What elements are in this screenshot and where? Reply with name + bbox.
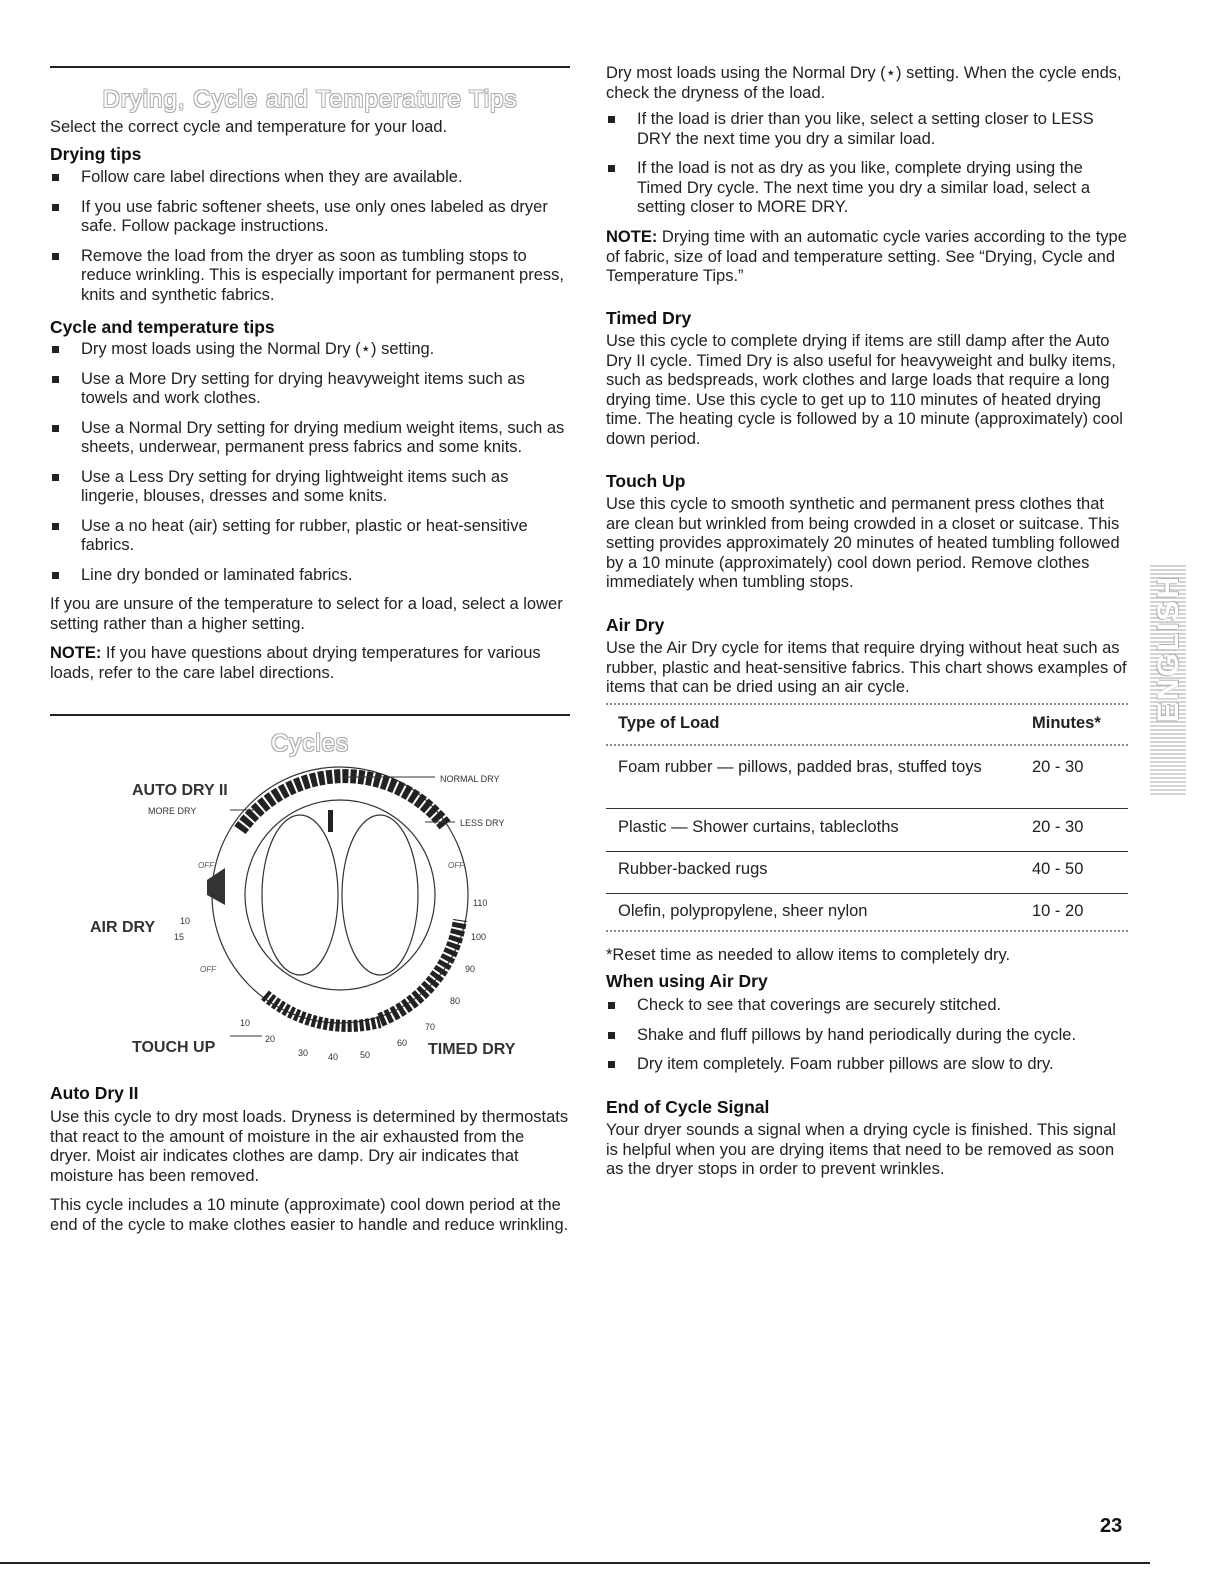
intro-text: Select the correct cycle and temperature for your load. (50, 118, 448, 136)
bottom-rule (0, 1562, 1150, 1564)
col-type-header: Type of Load (618, 714, 720, 732)
dryer-dial-diagram (50, 760, 570, 1070)
list-item: Shake and fluff pillows by hand periodically during the cycle. (606, 1026, 1128, 1046)
touch-up-text: Use this cycle to smooth synthetic and permanent press clothes that are clean but wrinkled from being crowded in a closet or suitcase. This setting provides approximately 20 minutes of heated tumbling followed by a 10 minute (approximately) cool down period. Remove clothes immediately when tumbling stops. (606, 495, 1120, 591)
table-footnote: *Reset time as needed to allow items to completely dry. (606, 946, 1011, 964)
list-item: If the load is not as dry as you like, complete drying using the Timed Dry cycle. The next time you dry a similar load, select a setting closer to MORE DRY. (606, 159, 1128, 218)
dryness-list (606, 110, 1128, 218)
timed-dry-heading: Timed Dry (606, 308, 692, 328)
row-divider (606, 808, 1128, 809)
cycle-tips-list (50, 340, 570, 683)
page-number: 23 (1100, 1515, 1123, 1537)
list-item: Dry most loads using the Normal Dry (⋆) setting. (50, 340, 570, 360)
load-type-cell: Plastic — Shower curtains, tablecloths (618, 818, 899, 836)
table-header-border (606, 744, 1128, 746)
list-item: Use a no heat (air) setting for rubber, plastic or heat-sensitive fabrics. (50, 517, 570, 556)
drying-tips-heading: Drying tips (50, 144, 142, 164)
right-intro: Dry most loads using the Normal Dry (⋆) setting. When the cycle ends, check the dryness of the load. (606, 64, 1122, 102)
timed-80-label: 80 (450, 996, 461, 1006)
table-bottom-border (606, 930, 1128, 932)
off-label: OFF (448, 861, 464, 870)
list-item: If the load is drier than you like, select a setting closer to LESS DRY the next time you dry a similar load. (606, 110, 1128, 149)
timed-dry-label: TIMED DRY (428, 1041, 516, 1058)
timed-90-label: 90 (465, 964, 476, 974)
mid-rule-left (50, 714, 570, 716)
note-label: NOTE: (606, 228, 658, 246)
load-type-cell: Foam rubber — pillows, padded bras, stuffed toys (618, 758, 982, 776)
list-item: Use a Less Dry setting for drying lightweight items such as lingerie, blouses, dresses and some knits. (50, 468, 570, 507)
touch-up-label: TOUCH UP (132, 1039, 216, 1056)
note-label: NOTE: (50, 644, 102, 662)
col-minutes-header: Minutes* (1032, 714, 1101, 732)
end-signal-text: Your dryer sounds a signal when a drying cycle is finished. This signal is helpful when you are drying items that need to be removed as soon as the dryer stops in order to prevent wrinkles. (606, 1121, 1116, 1178)
timed-100-label: 100 (471, 932, 487, 942)
list-item: If you use fabric softener sheets, use only ones labeled as dryer safe. Follow package instructions. (50, 198, 570, 237)
air-dry-list (606, 996, 1128, 1075)
list-item: Use a Normal Dry setting for drying medium weight items, such as sheets, underwear, permanent press fabrics and some knits. (50, 419, 570, 458)
timed-50-label: 50 (360, 1050, 371, 1060)
timed-40-label: 40 (328, 1052, 339, 1062)
minutes-cell: 40 - 50 (1032, 860, 1084, 878)
table-top-border (606, 703, 1128, 705)
table-row (606, 758, 1128, 802)
off-label: OFF (200, 965, 216, 974)
when-air-dry-heading: When using Air Dry (606, 971, 768, 991)
off-label: OFF (198, 861, 214, 870)
timed-110-label: 110 (473, 898, 488, 908)
note-text: Drying time with an automatic cycle varies according to the type of fabric, size of load and temperature setting. See “Drying, Cycle and Temperature Tips.” (606, 228, 1127, 285)
right-note (606, 228, 1128, 287)
touch-up-heading: Touch Up (606, 471, 686, 491)
end-signal-heading: End of Cycle Signal (606, 1097, 770, 1117)
language-side-tab (1150, 565, 1186, 795)
air-dry-segment (207, 868, 225, 905)
dial-knob (245, 800, 435, 990)
minutes-cell: 10 - 20 (1032, 902, 1084, 920)
dial-pointer (328, 810, 333, 832)
list-item: Line dry bonded or laminated fabrics. (50, 566, 570, 586)
auto-dry-ii-heading: Auto Dry II (50, 1083, 139, 1103)
timed-30-label: 30 (298, 1048, 309, 1058)
load-type-cell: Olefin, polypropylene, sheer nylon (618, 902, 868, 920)
auto-dry-label: AUTO DRY II (132, 782, 228, 799)
cycles-title: Cycles (270, 730, 349, 757)
load-type-cell: Rubber-backed rugs (618, 860, 768, 878)
air-dry-text: Use the Air Dry cycle for items that require drying without heat such as rubber, plastic and heat-sensitive fabrics. This chart shows examples of items that can be dried using an air cycle. (606, 639, 1127, 696)
note-text: If you have questions about drying temperatures for various loads, refer to the care label directions. (50, 644, 541, 682)
auto-dry-ii-text: Use this cycle to dry most loads. Dryness is determined by thermostats that react to the amount of moisture in the air exhausted from the dryer. Moist air indicates clothes are damp. Dry air indicates that moisture has been removed. (50, 1108, 569, 1185)
air-dry-heading: Air Dry (606, 615, 665, 635)
row-divider (606, 893, 1128, 894)
touch-20-label: 20 (265, 1034, 276, 1044)
list-item: Follow care label directions when they are available. (50, 168, 570, 188)
touch-10-label: 10 (240, 1018, 251, 1028)
note-paragraph (50, 644, 570, 683)
list-item: Check to see that coverings are securely stitched. (606, 996, 1128, 1016)
drying-tips-list (50, 168, 570, 305)
timed-dry-text: Use this cycle to complete drying if items are still damp after the Auto Dry II cycle. Timed Dry is also useful for heavyweight and bulky items, such as bedspreads, work clothes and large loads that require a long drying time. Use this cycle to get up to 110 minutes of heated drying time. The heating cycle is followed by a 10 minute (approximately) cool down period. (606, 332, 1123, 448)
cycle-tips-heading: Cycle and temperature tips (50, 317, 275, 337)
air-15-label: 15 (174, 932, 185, 942)
normal-dry-label: NORMAL DRY (440, 774, 500, 784)
air-10-label: 10 (180, 916, 191, 926)
section-title: Drying, Cycle and Temperature Tips (102, 86, 518, 113)
minutes-cell: 20 - 30 (1032, 818, 1084, 836)
minutes-cell: 20 - 30 (1032, 758, 1084, 776)
row-divider (606, 851, 1128, 852)
list-item: Remove the load from the dryer as soon as tumbling stops to reduce wrinkling. This is especially important for permanent press, knits and synthetic fabrics. (50, 247, 570, 306)
air-dry-label: AIR DRY (90, 919, 156, 936)
less-dry-label: LESS DRY (460, 818, 505, 828)
top-rule-left (50, 66, 570, 68)
language-tab-label: ENGLISH (1152, 575, 1185, 723)
unsure-text: If you are unsure of the temperature to select for a load, select a lower setting rather than a higher setting. (50, 595, 563, 633)
timed-60-label: 60 (397, 1038, 408, 1048)
more-dry-label: MORE DRY (148, 806, 197, 816)
list-item: Dry item completely. Foam rubber pillows are slow to dry. (606, 1055, 1128, 1075)
list-item: Use a More Dry setting for drying heavyweight items such as towels and work clothes. (50, 370, 570, 409)
auto-dry-ii-text-2: This cycle includes a 10 minute (approximate) cool down period at the end of the cycle to make clothes easier to handle and reduce wrinkling. (50, 1196, 569, 1234)
timed-70-label: 70 (425, 1022, 436, 1032)
